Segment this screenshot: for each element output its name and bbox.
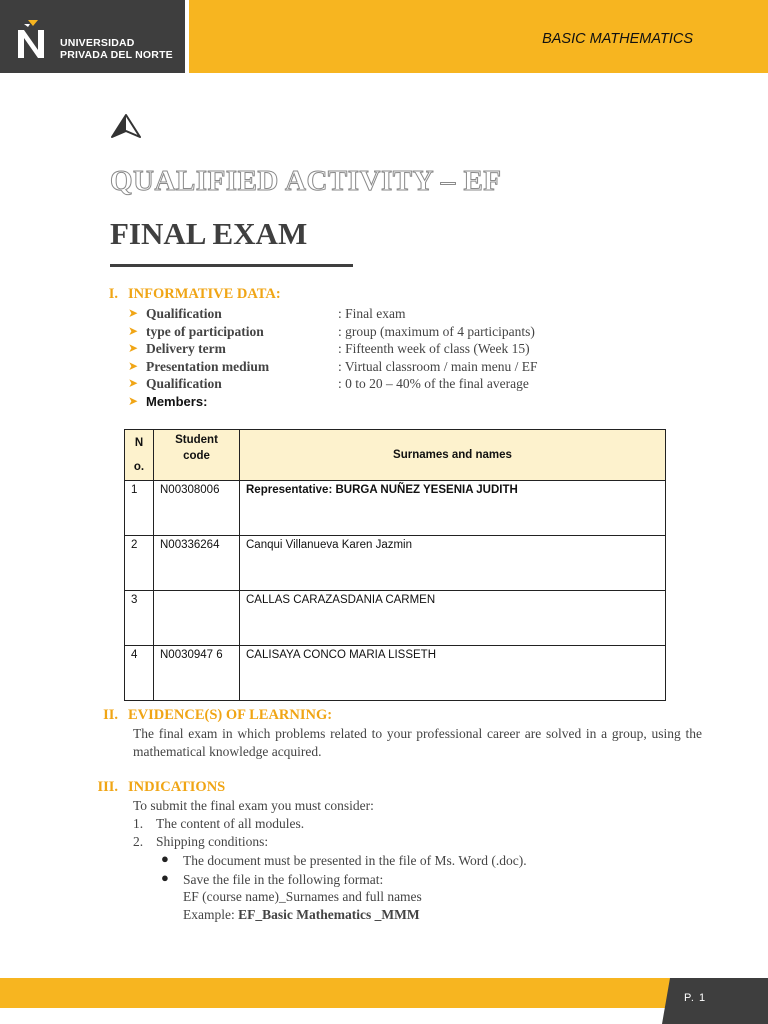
bullet-icon: ●	[161, 870, 169, 885]
chevron-bullet-icon: ➤	[128, 393, 139, 408]
section-1-title: INFORMATIVE DATA:	[128, 286, 281, 302]
info-value: : Fifteenth week of class (Week 15)	[338, 341, 530, 356]
info-item	[128, 340, 688, 358]
header-no	[125, 430, 154, 481]
info-item	[128, 323, 688, 341]
indication-number: 2.	[133, 834, 144, 849]
chevron-bullet-icon: ➤	[128, 306, 139, 320]
info-item	[128, 375, 688, 393]
info-value: : Virtual classroom / main menu / EF	[338, 358, 538, 374]
header-no-line1: N	[134, 437, 144, 449]
cell-name: Representative: BURGA NUÑEZ YESENIA JUDITH	[240, 481, 666, 536]
cell-no: 2	[125, 536, 154, 591]
cell-code: N00308006	[154, 481, 240, 536]
info-item	[128, 305, 688, 323]
members-table	[124, 429, 666, 701]
course-title: BASIC MATHEMATICS	[542, 31, 693, 47]
activity-title: QUALIFIED ACTIVITY – EF	[110, 165, 502, 197]
info-label: Qualification	[146, 306, 222, 321]
example-label: Example:	[183, 907, 239, 922]
university-line2: PRIVADA DEL NORTE	[60, 49, 173, 61]
university-name	[60, 37, 173, 61]
section-3-title: INDICATIONS	[128, 779, 226, 795]
chevron-bullet-icon: ➤	[128, 376, 139, 390]
title-underline	[110, 264, 353, 267]
header-code-line1: Student	[175, 434, 218, 446]
indication-number: 1.	[133, 816, 144, 831]
info-label: Qualification	[146, 376, 222, 391]
section-1-heading	[108, 286, 281, 303]
evidence-text: The final exam in which problems related to your professional career are solved in a group, using the mathematical knowledge acquired.	[133, 726, 702, 759]
section-2-title: EVIDENCE(S) OF LEARNING:	[128, 707, 333, 723]
informative-data-list	[128, 305, 688, 410]
navigation-arrow-icon	[110, 113, 142, 139]
table-row	[125, 536, 666, 591]
upn-logo-icon	[16, 16, 50, 60]
section-2-number: II.	[103, 707, 118, 723]
university-line1: UNIVERSIDAD	[60, 37, 135, 49]
chevron-bullet-icon: ➤	[128, 341, 139, 355]
info-value: : group (maximum of 4 participants)	[338, 323, 535, 339]
info-value: : Final exam	[338, 306, 406, 321]
info-label: Presentation medium	[146, 358, 270, 374]
example-line	[183, 906, 420, 924]
format-line: EF (course name)_Surnames and full names	[183, 889, 422, 904]
header-no-line2: o.	[133, 461, 145, 473]
cell-code	[154, 591, 240, 646]
page-number: P. 1	[684, 992, 707, 1004]
example-value: EF_Basic Mathematics _MMM	[238, 907, 420, 922]
header-student-code	[154, 430, 240, 481]
header-code-line2: code	[183, 450, 210, 462]
section-1-number: I.	[108, 286, 118, 302]
cell-code: N00336264	[154, 536, 240, 591]
section-2-heading	[103, 707, 333, 724]
cell-code: N0030947 6	[154, 646, 240, 701]
info-label: Delivery term	[146, 341, 226, 356]
chevron-bullet-icon: ➤	[128, 358, 139, 373]
info-label: type of participation	[146, 323, 264, 339]
chevron-bullet-icon: ➤	[128, 323, 139, 338]
footer-divider	[662, 978, 670, 1024]
table-row	[125, 591, 666, 646]
cell-no: 1	[125, 481, 154, 536]
section-3-heading	[97, 779, 226, 796]
info-value: : 0 to 20 – 40% of the final average	[338, 376, 529, 391]
indication-item: Shipping conditions:	[156, 834, 269, 849]
indications-intro: To submit the final exam you must consider:	[133, 798, 374, 813]
members-label: Members:	[146, 393, 208, 409]
indication-item: The content of all modules.	[156, 816, 305, 831]
footer-bar	[0, 978, 768, 1008]
table-row	[125, 646, 666, 701]
cell-no: 3	[125, 591, 154, 646]
cell-name: CALISAYA CONCO MARIA LISSETH	[240, 646, 666, 701]
table-header-row	[125, 430, 666, 481]
condition-item: Save the file in the following format:	[183, 872, 384, 887]
header-logo-block	[0, 0, 185, 73]
cell-name: Canqui Villanueva Karen Jazmin	[240, 536, 666, 591]
cell-no: 4	[125, 646, 154, 701]
exam-title: FINAL EXAM	[110, 216, 308, 251]
header-names: Surnames and names	[240, 430, 666, 481]
info-item	[128, 358, 688, 376]
cell-name: CALLAS CARAZASDANIA CARMEN	[240, 591, 666, 646]
section-3-number: III.	[97, 779, 118, 795]
condition-item: The document must be presented in the file of Ms. Word (.doc).	[183, 853, 527, 868]
header-bar	[189, 0, 768, 73]
info-item	[128, 393, 688, 411]
table-row	[125, 481, 666, 536]
bullet-icon: ●	[161, 851, 169, 866]
